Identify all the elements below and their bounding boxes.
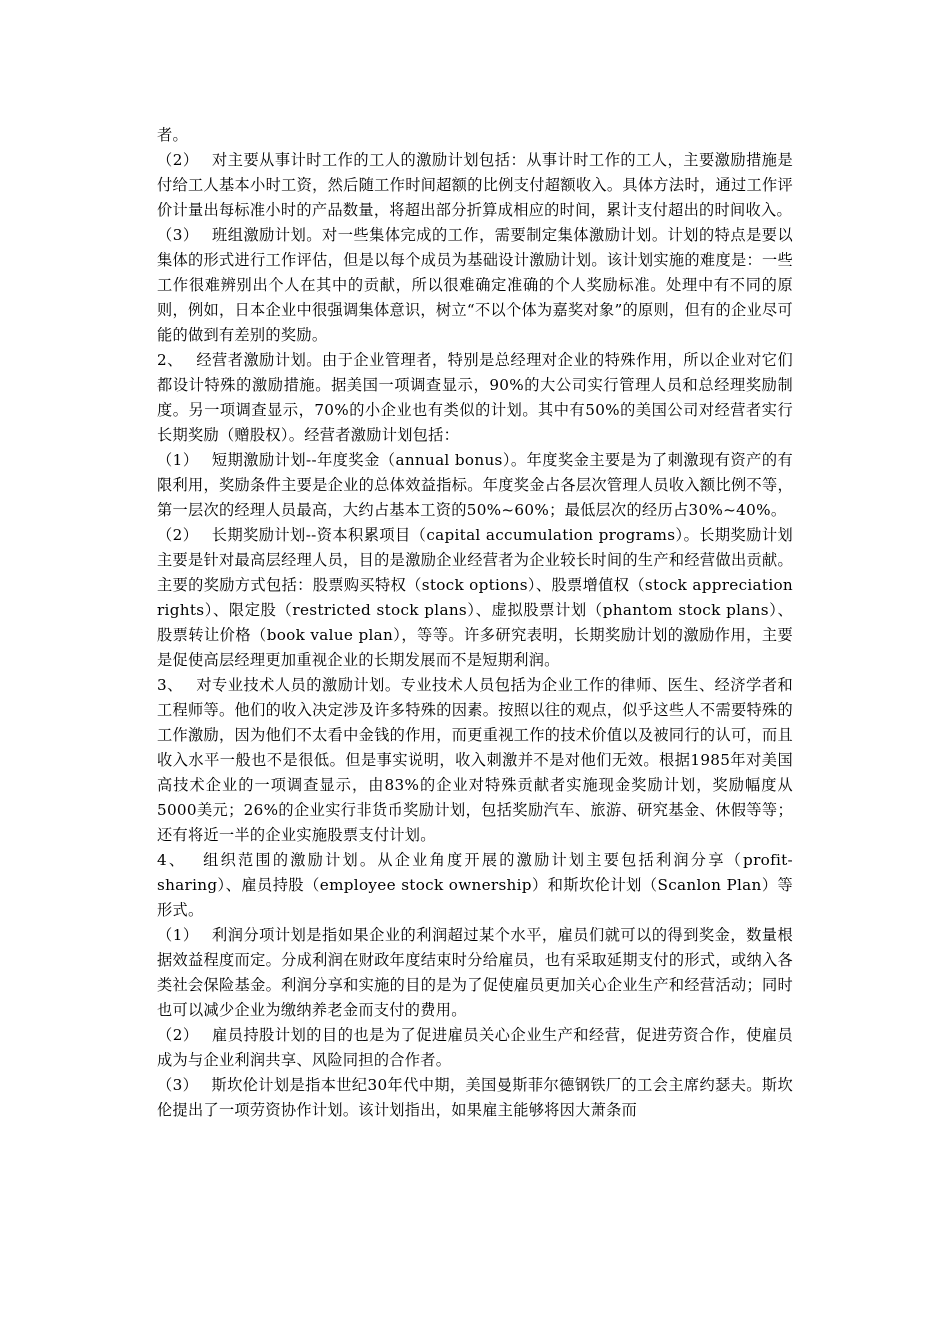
- paragraph-continuation: 者。: [157, 126, 188, 144]
- paragraph-profit-sharing: （1） 利润分项计划是指如果企业的利润超过某个水平，雇员们就可以的得到奖金，数量根据效益程度而定。分成利润在财政年度结束时分给雇员，也有采取延期支付的形式，或纳入各类社会保险基金。利润分享和实施的目的是为了促使雇员更加关心企业生产和经营活动；同时也可以减少企业为缴纳养老金而支付的费用。: [157, 926, 793, 1019]
- paragraph-long-term-incentive: （2） 长期奖励计划--资本积累项目（capital accumulation programs）。长期奖励计划主要是针对最高层经理人员，目的是激励企业经营者为企业较长时间的生产和经营做出贡献。主要的奖励方式包括：股票购买特权（stock options）、股票增值权（stock appreciation rights）、限定股（restricted stock plans）、虚拟股票计划（phantom stock plans）、股票转让价格（book value plan），等等。许多研究表明，长期奖励计划的激励作用，主要是促使高层经理更加重视企业的长期发展而不是短期利润。: [157, 526, 793, 669]
- paragraph-professional-incentive: 3、 对专业技术人员的激励计划。专业技术人员包括为企业工作的律师、医生、经济学者和工程师等。他们的收入决定涉及许多特殊的因素。按照以往的观点，似乎这些人不需要特殊的工作激励，因为他们不太看中金钱的作用，而更重视工作的技术价值以及被同行的认可，而且收入水平一般也不是很低。但是事实说明，收入刺激并不是对他们无效。根据1985年对美国高技术企业的一项调查显示，由83%的企业对特殊贡献者实施现金奖励计划，奖励幅度从5000美元；26%的企业实行非货币奖励计划，包括奖励汽车、旅游、研究基金、休假等等；还有将近一半的企业实施股票支付计划。: [157, 676, 793, 844]
- paragraph-hourly-worker-incentive: （2） 对主要从事计时工作的工人的激励计划包括：从事计时工作的工人，主要激励措施是付给工人基本小时工资，然后随工作时间超额的比例支付超额收入。具体方法时，通过工作评价计量出每标准小时的产品数量，将超出部分折算成相应的时间，累计支付超出的时间收入。: [157, 151, 793, 219]
- paragraph-employee-stock: （2） 雇员持股计划的目的也是为了促进雇员关心企业生产和经营，促进劳资合作，使雇员成为与企业利润共享、风险同担的合作者。: [157, 1026, 793, 1069]
- paragraph-scanlon-plan: （3） 斯坎伦计划是指本世纪30年代中期，美国曼斯菲尔德钢铁厂的工会主席约瑟夫。斯坎伦提出了一项劳资协作计划。该计划指出，如果雇主能够将因大萧条而: [157, 1076, 793, 1119]
- paragraph-team-incentive: （3） 班组激励计划。对一些集体完成的工作，需要制定集体激励计划。计划的特点是要以集体的形式进行工作评估，但是以每个成员为基础设计激励计划。该计划实施的难度是：一些工作很难辨别出个人在其中的贡献，所以很难确定准确的个人奖励标准。处理中有不同的原则，例如，日本企业中很强调集体意识，树立“不以个体为嘉奖对象”的原则，但有的企业尽可能的做到有差别的奖励。: [157, 226, 793, 344]
- document-body: [157, 123, 793, 1123]
- paragraph-executive-incentive: 2、 经营者激励计划。由于企业管理者，特别是总经理对企业的特殊作用，所以企业对它们都设计特殊的激励措施。据美国一项调查显示，90%的大公司实行管理人员和总经理奖励制度。另一项调查显示，70%的小企业也有类似的计划。其中有50%的美国公司对经营者实行长期奖励（赠股权）。经营者激励计划包括：: [157, 351, 793, 444]
- paragraph-short-term-incentive: （1） 短期激励计划--年度奖金（annual bonus）。年度奖金主要是为了刺激现有资产的有限利用，奖励条件主要是企业的总体效益指标。年度奖金占各层次管理人员收入额比例不等，第一层次的经理人员最高，大约占基本工资的50%~60%；最低层次的经历占30%~40%。: [157, 451, 793, 519]
- paragraph-organization-incentive: 4、 组织范围的激励计划。从企业角度开展的激励计划主要包括利润分享（profit-sharing）、雇员持股（employee stock ownership）和斯坎伦计划（Scanlon Plan）等形式。: [157, 851, 793, 919]
